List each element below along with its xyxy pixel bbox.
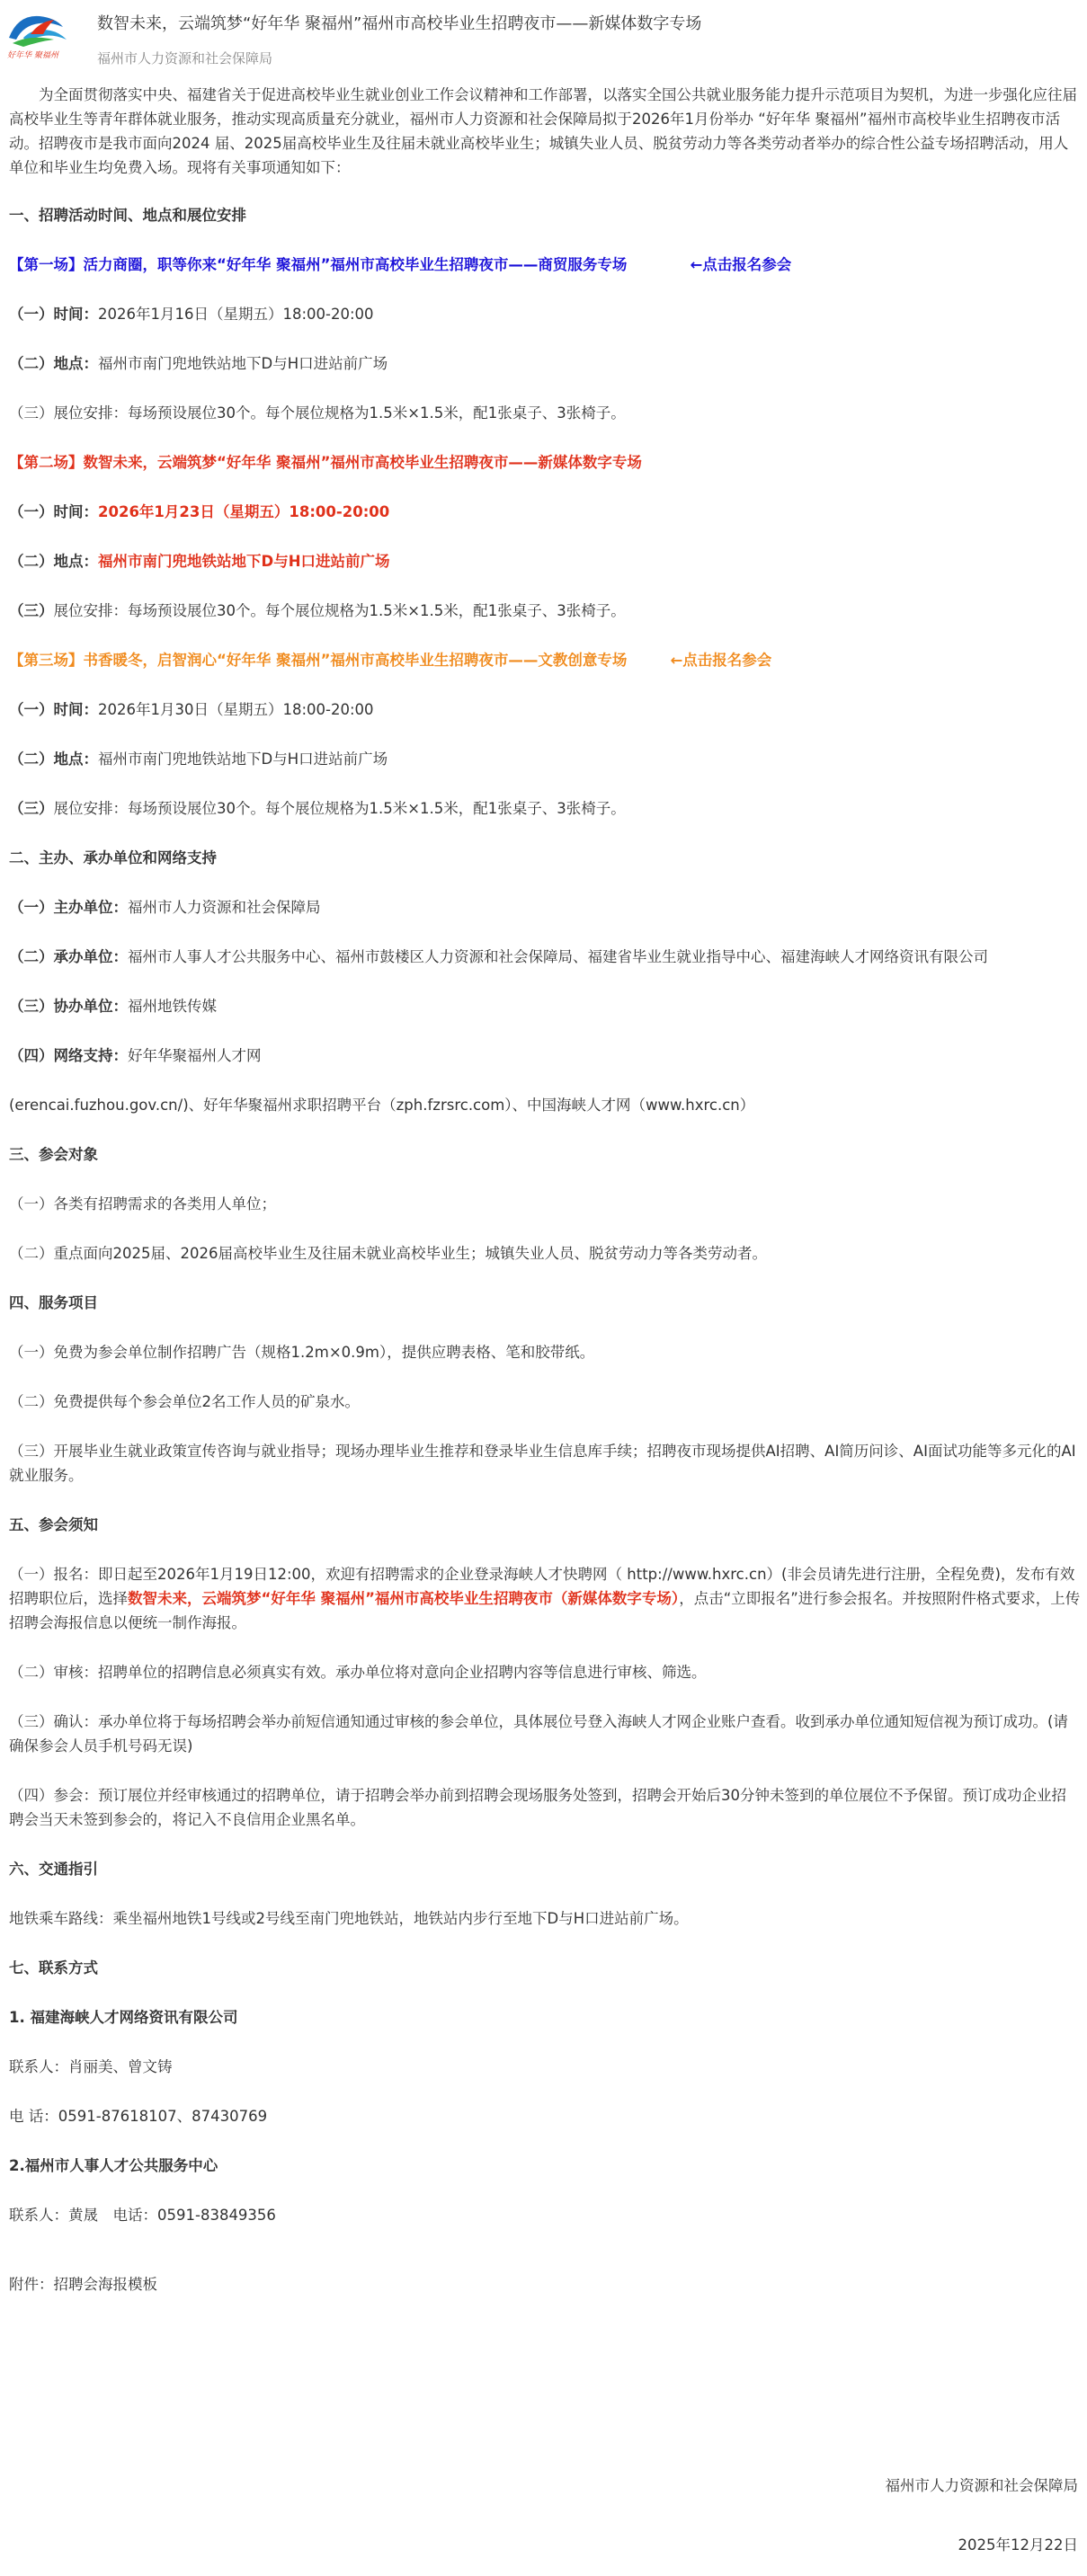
section4-heading: 四、服务项目	[9, 1294, 98, 1311]
session1-booth: （三）展位安排：每场预设展位30个。每个展位规格为1.5米×1.5米，配1张桌子、3张椅子。	[9, 404, 626, 422]
session3-booth-text: 展位安排：每场预设展位30个。每个展位规格为1.5米×1.5米，配1张桌子、3张椅子。	[53, 800, 626, 817]
session2-title: 【第二场】数智未来，云端筑梦“好年华 聚福州”福州市高校毕业生招聘夜市——新媒体数字专场	[9, 454, 642, 471]
article-body	[9, 83, 1081, 2322]
contact-org-2: 2.福州市人事人才公共服务中心	[9, 2157, 218, 2174]
contact-person-1: 联系人：肖丽美、曾文铸	[9, 2058, 173, 2075]
contact-org-1: 1. 福建海峡人才网络资讯有限公司	[9, 2009, 238, 2026]
session3-signup-link[interactable]: ←点击报名参会	[670, 652, 772, 669]
organizer-line: （二）承办单位：福州市人事人才公共服务中心、福州市鼓楼区人力资源和社会保障局、福建省毕业生就业指导中心、福建海峡人才网络资讯有限公司	[9, 948, 988, 965]
signup-session-name: 数智未来，云端筑梦“好年华 聚福州”福州市高校毕业生招聘夜市（新媒体数字专场）	[128, 1590, 680, 1607]
session2-title-line	[9, 450, 1081, 475]
session3-time: （一）时间：2026年1月30日（星期五）18:00-20:00	[9, 701, 374, 718]
session3-title-line	[9, 648, 1081, 672]
service-item: （二）免费提供每个参会单位2名工作人员的矿泉水。	[9, 1393, 360, 1410]
session2-place: （二）地点：福州市南门兜地铁站地下D与H口进站前广场	[9, 553, 390, 570]
section1-heading: 一、招聘活动时间、地点和展位安排	[9, 207, 246, 224]
section2-heading: 二、主办、承办单位和网络支持	[9, 849, 217, 866]
session3-title: 【第三场】书香暖冬，启智润心“好年华 聚福州”福州市高校毕业生招聘夜市——文教创意专场	[9, 652, 628, 669]
logo	[4, 7, 76, 63]
notice-item: （四）参会：预订展位并经审核通过的招聘单位，请于招聘会举办前到招聘会现场服务处签到，招聘会开始后30分钟未签到的单位展位不予保留。预订成功企业招聘会当天未签到参会的，将记入不良信用企业黑名单。	[9, 1787, 1066, 1828]
session2-time: （一）时间：2026年1月23日（星期五）18:00-20:00	[9, 503, 390, 520]
session2-booth: （三）展位安排：每场预设展位30个。每个展位规格为1.5米×1.5米，配1张桌子、3张椅子。	[9, 602, 626, 619]
session1-place: （二）地点：福州市南门兜地铁站地下D与H口进站前广场	[9, 355, 388, 372]
network-links-line: (erencai.fuzhou.gov.cn/)、好年华聚福州求职招聘平台（zph.fzrsrc.com）、中国海峡人才网（www.hxrc.cn）	[9, 1097, 755, 1114]
page-source: 福州市人力资源和社会保障局	[97, 50, 273, 67]
session2-booth-text: 展位安排：每场预设展位30个。每个展位规格为1.5米×1.5米，配1张桌子、3张椅子。	[53, 602, 626, 619]
section7-heading: 七、联系方式	[9, 1959, 98, 1976]
intro-paragraph: 为全面贯彻落实中央、福建省关于促进高校毕业生就业创业工作会议精神和工作部署，以落实全国公共就业服务能力提升示范项目为契机，为进一步强化应往届高校毕业生等青年群体就业服务，推动实现高质量充分就业，福州市人力资源和社会保障局拟于2026年1月份举办 “好年华 聚福州”福州市高校毕业生招聘夜市活动。招聘夜市是我市面向2024 届、2025届高校毕业生及往届未就业高校毕业生；城镇失业人员、脱贫劳动力等各类劳动者举办的综合性公益专场招聘活动，用人单位和毕业生均免费入场。现将有关事项通知如下：	[9, 86, 1077, 176]
session1-signup-link[interactable]: ←点击报名参会	[690, 256, 792, 273]
service-item: （三）开展毕业生就业政策宣传咨询与就业指导；现场办理毕业生推荐和登录毕业生信息库手续；招聘夜市现场提供AI招聘、AI简历问诊、AI面试功能等多元化的AI就业服务。	[9, 1443, 1076, 1484]
page-title: 数智未来，云端筑梦“好年华 聚福州”福州市高校毕业生招聘夜市——新媒体数字专场	[97, 14, 702, 33]
svg-text:好年华 聚福州: 好年华 聚福州	[7, 51, 58, 60]
notice-item: （二）审核：招聘单位的招聘信息必须真实有效。承办单位将对意向企业招聘内容等信息进行审核、筛选。	[9, 1664, 707, 1681]
audience-item: （一）各类有招聘需求的各类用人单位；	[9, 1195, 276, 1212]
transport-text: 地铁乘车路线：乘坐福州地铁1号线或2号线至南门兜地铁站，地铁站内步行至地下D与H口进站前广场。	[9, 1910, 689, 1927]
co-organizer-line: （三）协办单位：福州地铁传媒	[9, 998, 217, 1015]
footer-date: 2025年12月22日	[958, 2536, 1078, 2554]
network-line: （四）网络支持：好年华聚福州人才网	[9, 1047, 262, 1064]
session1-title: 【第一场】活力商圈，职等你来“好年华 聚福州”福州市高校毕业生招聘夜市——商贸服务专场	[9, 256, 628, 273]
session1-title-line	[9, 253, 1081, 277]
attachment-line: 附件：招聘会海报模板	[9, 2276, 157, 2293]
page-header	[0, 0, 1087, 72]
host-line: （一）主办单位：福州市人力资源和社会保障局	[9, 899, 321, 916]
session3-place: （二）地点：福州市南门兜地铁站地下D与H口进站前广场	[9, 751, 388, 768]
footer-org: 福州市人力资源和社会保障局	[885, 2477, 1078, 2494]
session3-booth: （三）展位安排：每场预设展位30个。每个展位规格为1.5米×1.5米，配1张桌子、3张椅子。	[9, 800, 626, 817]
section6-heading: 六、交通指引	[9, 1861, 98, 1878]
notice-item: （三）确认：承办单位将于每场招聘会举办前短信通知通过审核的参会单位，具体展位号登入海峡人才网企业账户查看。收到承办单位通知短信视为预订成功。(请确保参会人员手机号码无误)	[9, 1713, 1068, 1754]
section5-heading: 五、参会须知	[9, 1516, 98, 1533]
service-item: （一）免费为参会单位制作招聘广告（规格1.2m×0.9m），提供应聘表格、笔和胶带纸。	[9, 1344, 595, 1361]
section3-heading: 三、参会对象	[9, 1146, 98, 1163]
contact-phone-1: 电 话：0591-87618107、87430769	[9, 2108, 268, 2125]
session1-time: （一）时间：2026年1月16日（星期五）18:00-20:00	[9, 306, 374, 323]
contact-person-2: 联系人：黄晟 电话：0591-83849356	[9, 2207, 276, 2224]
signup-item: （一）报名：即日起至2026年1月19日12:00，欢迎有招聘需求的企业登录海峡人才快聘网（ http://www.hxrc.cn）(非会员请先进行注册，全程免费)，发布有效招聘职位后，选择数智未来，云端筑梦“好年华 聚福州”福州市高校毕业生招聘夜市（新媒体数字专场），点击“立即报名”进行参会报名。并按照附件格式要求，上传招聘会海报信息以便统一制作海报。	[9, 1566, 1081, 1631]
audience-item: （二）重点面向2025届、2026届高校毕业生及往届未就业高校毕业生；城镇失业人员、脱贫劳动力等各类劳动者。	[9, 1245, 767, 1262]
